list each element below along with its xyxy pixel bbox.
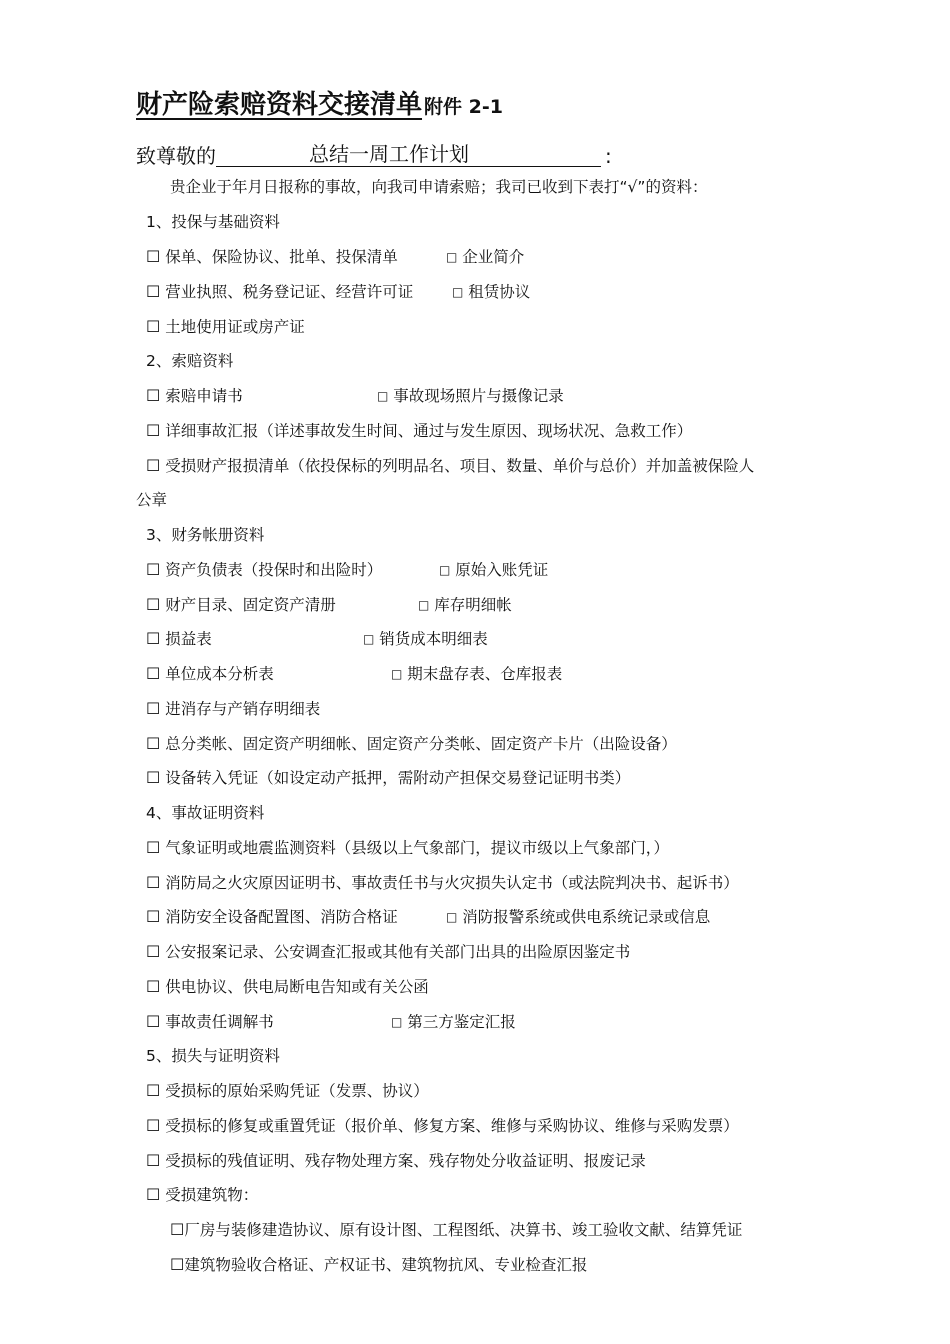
checkbox[interactable]: ☐ — [170, 1220, 185, 1239]
checkbox[interactable]: ☐ — [146, 282, 161, 301]
list-item — [452, 282, 530, 302]
item-label: 受损标的残值证明、残存物处理方案、残存物处分收益证明、报废记录 — [165, 1152, 646, 1170]
checkbox[interactable]: ☐ — [146, 1116, 161, 1135]
item-label: 总分类帐、固定资产明细帐、固定资产分类帐、固定资产卡片（出险设备） — [165, 735, 677, 753]
item-label: 受损财产报损清单（依投保标的列明品名、项目、数量、单价与总价）并加盖被保险人 — [165, 457, 755, 475]
list-item — [439, 560, 548, 580]
item-label: 租赁协议 — [468, 283, 531, 301]
item-label: 受损标的原始采购凭证（发票、协议） — [165, 1082, 429, 1100]
item-continuation: 公章 — [136, 491, 168, 509]
list-item — [446, 907, 710, 927]
list-item — [146, 664, 274, 684]
item-label: 气象证明或地震监测资料（县级以上气象部门，提议市级以上气象部门，） — [165, 839, 670, 857]
item-label: 单位成本分析表 — [165, 665, 274, 683]
item-label: 消防局之火灾原因证明书、事故责任书与火灾损失认定书（或法院判决书、起诉书） — [165, 874, 739, 892]
checkbox[interactable]: ☐ — [146, 1151, 161, 1170]
list-item — [146, 560, 382, 580]
checkbox[interactable]: ☐ — [146, 699, 161, 718]
item-label: 营业执照、税务登记证、经营许可证 — [165, 283, 414, 301]
checkbox[interactable]: ☐ — [146, 629, 161, 648]
item-label: 进消存与产销存明细表 — [165, 700, 321, 718]
list-item — [377, 386, 564, 406]
item-label: 土地使用证或房产证 — [165, 318, 305, 336]
list-item — [146, 629, 212, 649]
list-item — [146, 873, 739, 893]
item-label: 销货成本明细表 — [379, 630, 488, 648]
checkbox[interactable]: ☐ — [146, 838, 161, 857]
list-item — [146, 317, 305, 337]
list-item — [418, 595, 512, 615]
checkbox[interactable]: ☐ — [146, 942, 161, 961]
section-heading: 2、索赔资料 — [146, 352, 234, 370]
list-item — [146, 386, 243, 406]
item-label: 公安报案记录、公安调查汇报或其他有关部门出具的出险原因鉴定书 — [165, 943, 631, 961]
list-item — [146, 1116, 739, 1136]
item-label: 财产目录、固定资产清册 — [165, 596, 336, 614]
item-label: 设备转入凭证（如设定动产抵押，需附动产担保交易登记证明书类） — [165, 769, 631, 787]
document-title: 财产险索赔资料交接清单 — [136, 90, 423, 120]
recipient-fill: 总结一周工作计划 — [309, 142, 469, 166]
list-item — [146, 838, 669, 858]
item-label: 厂房与装修建造协议、原有设计图、工程图纸、决算书、竣工验收文献、结算凭证 — [184, 1221, 743, 1239]
checkbox[interactable]: ☐ — [146, 247, 161, 266]
list-item — [446, 247, 524, 267]
checkbox[interactable]: ☐ — [146, 456, 161, 475]
list-item — [146, 907, 398, 927]
list-item — [146, 977, 429, 997]
checkbox[interactable]: □ — [363, 632, 375, 646]
checkbox[interactable]: ☐ — [146, 1185, 161, 1204]
checkbox[interactable]: ☐ — [146, 560, 161, 579]
item-label: 受损标的修复或重置凭证（报价单、修复方案、维修与采购协议、维修与采购发票） — [165, 1117, 739, 1135]
checkbox[interactable]: ☐ — [146, 664, 161, 683]
checkbox[interactable]: ☐ — [146, 734, 161, 753]
section-heading: 1、投保与基础资料 — [146, 213, 280, 231]
list-item — [146, 1185, 258, 1205]
recipient-suffix: : — [605, 144, 612, 168]
list-item — [146, 699, 320, 719]
list-item — [146, 247, 398, 267]
checkbox[interactable]: □ — [446, 910, 458, 924]
checkbox[interactable]: ☐ — [146, 317, 161, 336]
sub-list-item — [170, 1220, 742, 1240]
checkbox[interactable]: □ — [391, 1015, 403, 1029]
checkbox[interactable]: □ — [391, 667, 403, 681]
list-item — [391, 1012, 516, 1032]
title-row — [136, 84, 503, 121]
checkbox[interactable]: □ — [452, 285, 464, 299]
checkbox[interactable]: ☐ — [146, 907, 161, 926]
list-item — [146, 768, 630, 788]
list-item — [146, 1081, 429, 1101]
checkbox[interactable]: ☐ — [146, 595, 161, 614]
list-item — [146, 942, 630, 962]
checkbox[interactable]: □ — [377, 389, 389, 403]
intro-text: 贵企业于年月日报称的事故，向我司申请索赔；我司已收到下表打“√”的资料： — [170, 178, 708, 196]
item-label: 详细事故汇报（详述事故发生时间、通过与发生原因、现场状况、急救工作） — [165, 422, 693, 440]
item-label: 保单、保险协议、批单、投保清单 — [165, 248, 398, 266]
list-item — [391, 664, 562, 684]
checkbox[interactable]: ☐ — [146, 977, 161, 996]
item-label: 第三方鉴定汇报 — [407, 1013, 516, 1031]
section-heading: 5、损失与证明资料 — [146, 1047, 280, 1065]
checkbox[interactable]: ☐ — [146, 768, 161, 787]
section-heading: 3、财务帐册资料 — [146, 526, 265, 544]
item-label: 库存明细帐 — [434, 596, 512, 614]
list-item — [363, 629, 488, 649]
checkbox[interactable]: ☐ — [146, 386, 161, 405]
sub-list-item — [170, 1255, 587, 1275]
item-label: 资产负债表（投保时和出险时） — [165, 561, 383, 579]
list-item — [146, 1151, 646, 1171]
item-label: 受损建筑物： — [165, 1186, 259, 1204]
list-item — [146, 421, 692, 441]
checkbox[interactable]: □ — [418, 598, 430, 612]
item-label: 原始入账凭证 — [455, 561, 549, 579]
list-item — [146, 282, 413, 302]
attachment-label: 附件 2-1 — [424, 96, 503, 118]
item-label: 供电协议、供电局断电告知或有关公函 — [165, 978, 429, 996]
item-label: 索赔申请书 — [165, 387, 243, 405]
checkbox[interactable]: ☐ — [146, 873, 161, 892]
item-label: 期末盘存表、仓库报表 — [407, 665, 563, 683]
section-heading: 4、事故证明资料 — [146, 804, 265, 822]
checkbox[interactable]: ☐ — [146, 421, 161, 440]
item-label: 消防报警系统或供电系统记录或信息 — [462, 908, 711, 926]
recipient-prefix: 致尊敬的 — [136, 144, 216, 168]
item-label: 消防安全设备配置图、消防合格证 — [165, 908, 398, 926]
item-label: 企业简介 — [462, 248, 525, 266]
item-label: 事故现场照片与摄像记录 — [393, 387, 564, 405]
recipient-line — [136, 140, 612, 169]
item-label: 损益表 — [165, 630, 212, 648]
list-item — [146, 456, 754, 476]
checkbox[interactable]: ☐ — [146, 1012, 161, 1031]
list-item — [146, 1012, 274, 1032]
item-label: 建筑物验收合格证、产权证书、建筑物抗风、专业检查汇报 — [184, 1256, 588, 1274]
recipient-blank — [216, 142, 601, 167]
checkbox[interactable]: ☐ — [170, 1255, 185, 1274]
list-item — [146, 734, 677, 754]
checkbox[interactable]: □ — [439, 563, 451, 577]
item-label: 事故责任调解书 — [165, 1013, 274, 1031]
checkbox[interactable]: □ — [446, 250, 458, 264]
list-item — [146, 595, 336, 615]
checkbox[interactable]: ☐ — [146, 1081, 161, 1100]
